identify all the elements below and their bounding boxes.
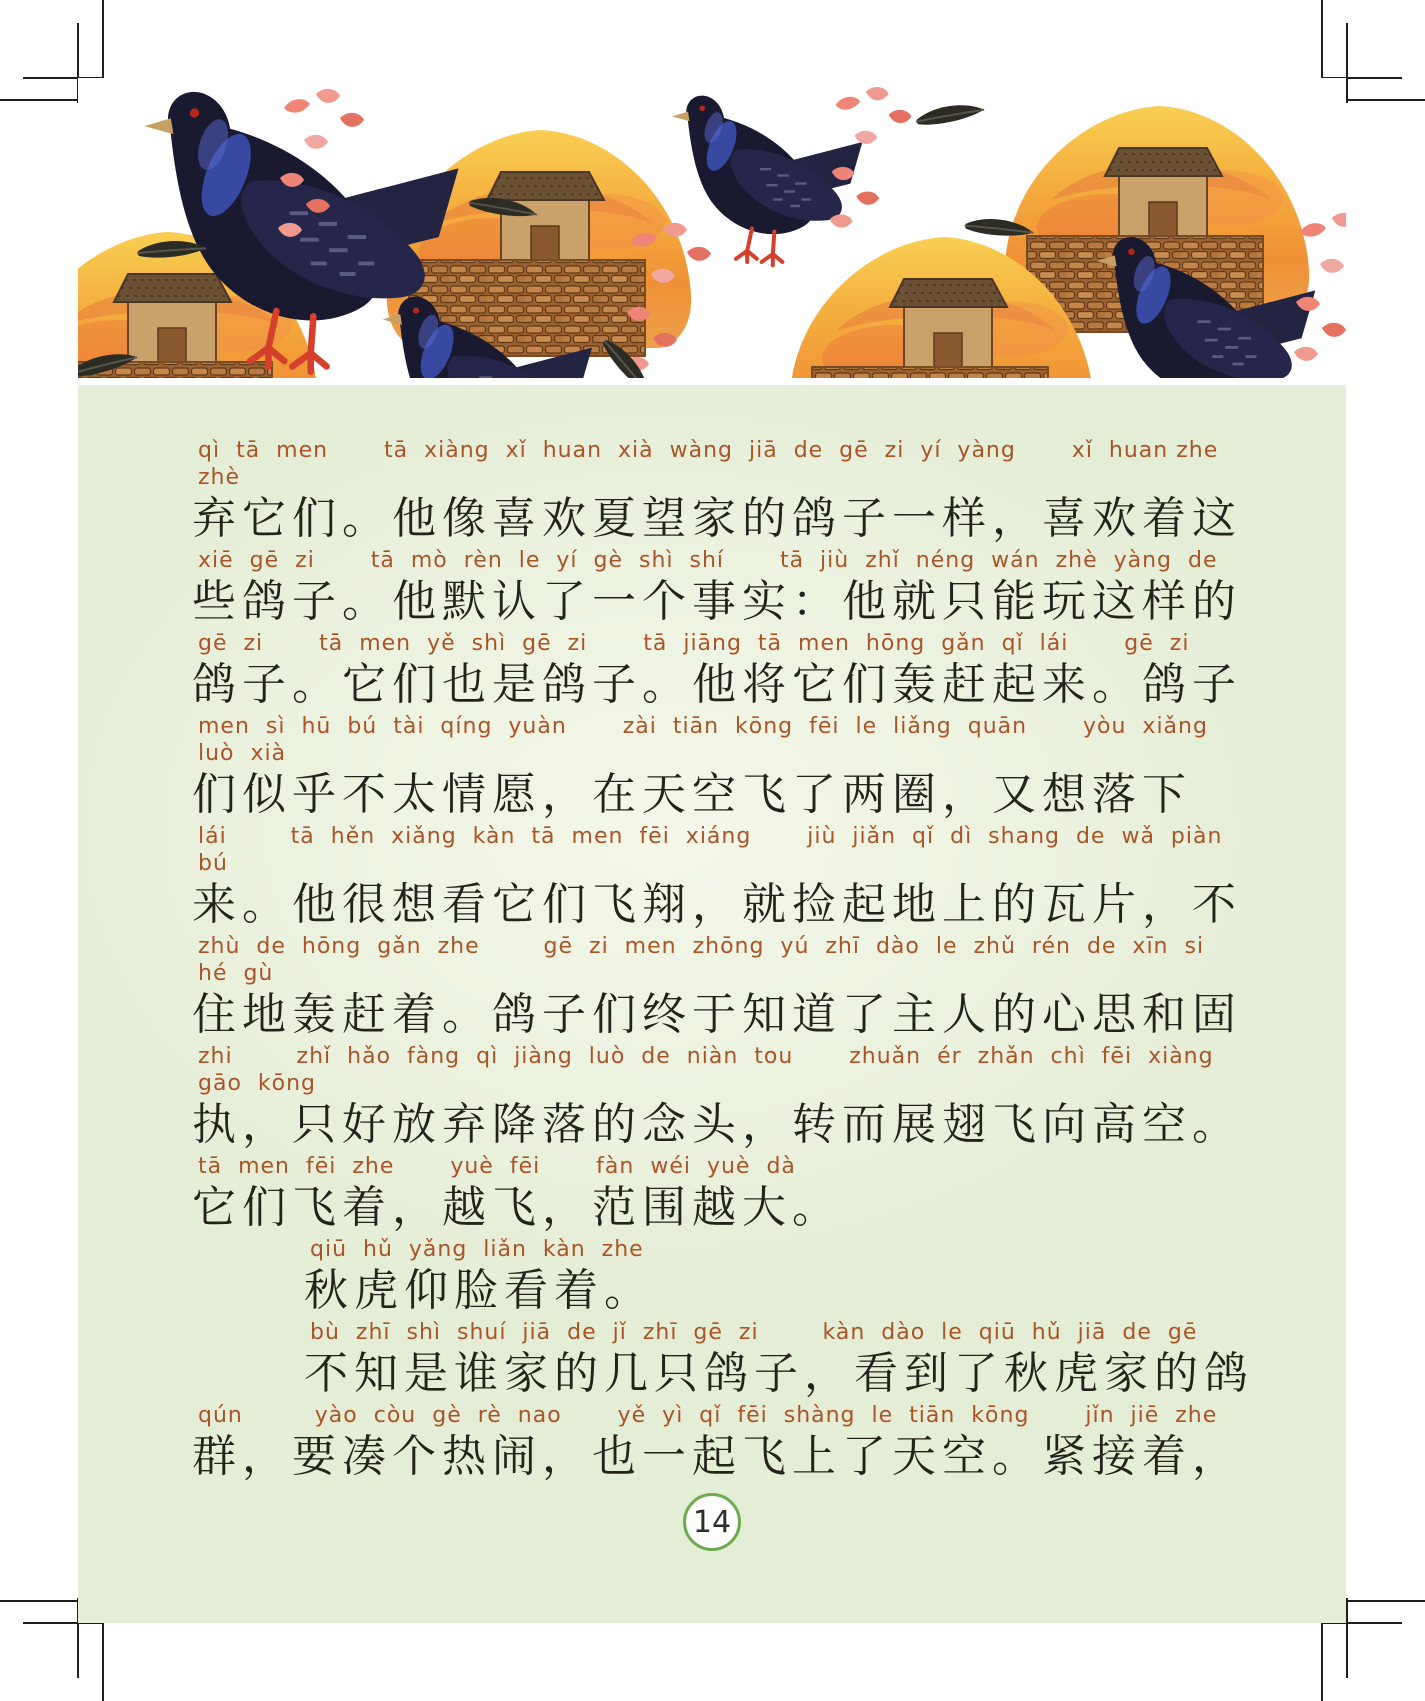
hanzi-line: 秋虎仰脸看着。 [304,1265,654,1316]
text-line [192,1043,1246,1153]
text-line [192,437,1246,547]
text-line [192,630,1246,713]
text-line [192,713,1246,823]
pinyin-line: qiū hǔ yǎng liǎn kàn zhe [310,1237,644,1262]
pinyin-line: men sì hū bú tài qíng yuàn zài tiān kōng fēi le liǎng quān yòu xiǎng luò xià [198,714,1224,766]
hanzi-line: 来。他很想看它们飞翔，就捡起地上的瓦片，不 [192,879,1242,930]
pinyin-line: tā men fēi zhe yuè fēi fàn wéi yuè dà [198,1154,796,1179]
content-panel [78,385,1346,1623]
story-text [78,385,1346,1485]
pinyin-line: zhù de hōng gǎn zhe gē zi men zhōng yú zhī dào le zhǔ rén de xīn si hé gù [198,934,1221,986]
pinyin-line: zhi zhǐ hǎo fàng qì jiàng luò de niàn tou zhuǎn ér zhǎn chì fēi xiàng gāo kōng [198,1044,1230,1096]
pinyin-line: qún yào còu gè rè nao yě yì qǐ fēi shàng le tiān kōng jǐn jiē zhe [198,1403,1218,1428]
hanzi-line: 鸽子。它们也是鸽子。他将它们轰赶起来。鸽子 [192,659,1242,710]
text-line [192,547,1246,630]
pinyin-line: bù zhī shì shuí jiā de jǐ zhī gē zi kàn dào le qiū hǔ jiā de gē [310,1320,1198,1345]
feather-icon [916,95,985,137]
hanzi-line: 弃它们。他像喜欢夏望家的鸽子一样，喜欢着这 [192,493,1242,544]
pinyin-line: qì tā men tā xiàng xǐ huan xià wàng jiā de gē zi yí yàng xǐ huan zhe zhè [198,438,1227,490]
page-number-badge [683,1493,741,1551]
hanzi-line: 不知是谁家的几只鸽子，看到了秋虎家的鸽 [304,1348,1254,1399]
text-line [192,823,1271,933]
text-line [192,933,1246,1043]
pinyin-line: gē zi tā men yě shì gē zi tā jiāng tā men hōng gǎn qǐ lái gē zi [198,631,1190,656]
pigeon-icon [672,96,862,266]
hanzi-line: 群，要凑个热闹，也一起飞上了天空。紧接着， [192,1431,1242,1482]
header-illustration [78,78,1346,378]
hanzi-line: 些鸽子。他默认了一个事实：他就只能玩这样的 [192,576,1242,627]
hanzi-line: 住地轰赶着。鸽子们终于知道了主人的心思和固 [192,989,1242,1040]
text-line [192,1319,1254,1402]
hanzi-line: 它们飞着，越飞，范围越大。 [192,1182,842,1233]
hanzi-line: 们似乎不太情愿，在天空飞了两圈，又想落下 [192,769,1192,820]
hanzi-line: 执，只好放弃降落的念头，转而展翅飞向高空。 [192,1099,1242,1150]
text-line [192,1153,1246,1236]
text-line [192,1236,1246,1319]
pinyin-line: xiē gē zi tā mò rèn le yí gè shì shí tā jiù zhǐ néng wán zhè yàng de [198,548,1218,573]
text-line [192,1402,1246,1485]
page-number: 14 [692,1504,732,1540]
pinyin-line: lái tā hěn xiǎng kàn tā men fēi xiáng jiù jiǎn qǐ dì shang de wǎ piàn bú [198,824,1271,876]
